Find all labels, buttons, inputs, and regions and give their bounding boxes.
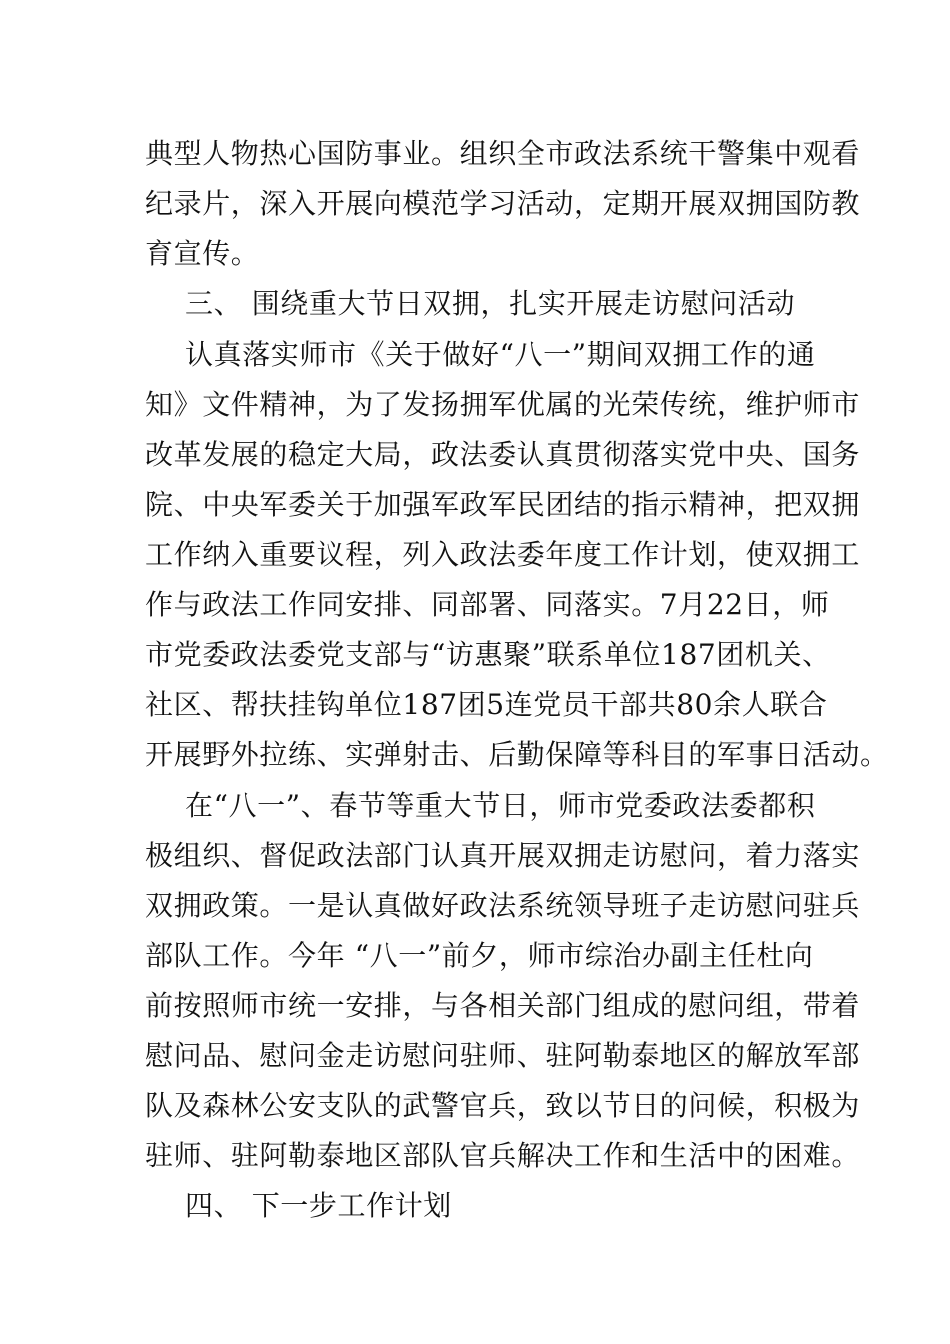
body-line: 市党委政法委党支部与“访惠聚”联系单位187团机关、 [145, 638, 831, 671]
body-line: 慰问品、慰问金走访慰问驻师、驻阿勒泰地区的解放军部 [145, 1039, 861, 1072]
body-line: 认真落实师市《关于做好“八一”期间双拥工作的通 [185, 338, 816, 371]
body-line: 部队工作。今年 “八一”前夕，师市综治办副主任杜向 [145, 939, 814, 972]
body-line: 开展野外拉练、实弹射击、后勤保障等科目的军事日活动。 [145, 738, 889, 771]
body-line: 知》文件精神，为了发扬拥军优属的光荣传统，维护师市 [145, 388, 861, 421]
body-line: 极组织、督促政法部门认真开展双拥走访慰问，着力落实 [145, 839, 861, 872]
body-line: 育宣传。 [145, 237, 260, 270]
body-line: 院、中央军委关于加强军政军民团结的指示精神，把双拥 [145, 488, 861, 521]
body-line: 纪录片，深入开展向模范学习活动，定期开展双拥国防教 [145, 187, 861, 220]
body-line: 驻师、驻阿勒泰地区部队官兵解决工作和生活中的困难。 [145, 1139, 861, 1172]
body-line: 典型人物热心国防事业。组织全市政法系统干警集中观看 [145, 137, 861, 170]
body-line: 前按照师市统一安排，与各相关部门组成的慰问组，带着 [145, 989, 861, 1022]
body-line: 双拥政策。一是认真做好政法系统领导班子走访慰问驻兵 [145, 889, 861, 922]
section-heading: 三、 围绕重大节日双拥，扎实开展走访慰问活动 [185, 287, 796, 320]
body-line: 工作纳入重要议程，列入政法委年度工作计划，使双拥工 [145, 538, 861, 571]
body-line: 在“八一”、春节等重大节日，师市党委政法委都积 [185, 789, 816, 822]
body-line: 改革发展的稳定大局，政法委认真贯彻落实党中央、国务 [145, 438, 861, 471]
body-line: 队及森林公安支队的武警官兵，致以节日的问候，积极为 [145, 1089, 861, 1122]
body-line: 作与政法工作同安排、同部署、同落实。7月22日，师 [145, 588, 830, 621]
section-heading: 四、 下一步工作计划 [185, 1189, 452, 1222]
body-line: 社区、帮扶挂钩单位187团5连党员干部共80余人联合 [145, 688, 828, 721]
